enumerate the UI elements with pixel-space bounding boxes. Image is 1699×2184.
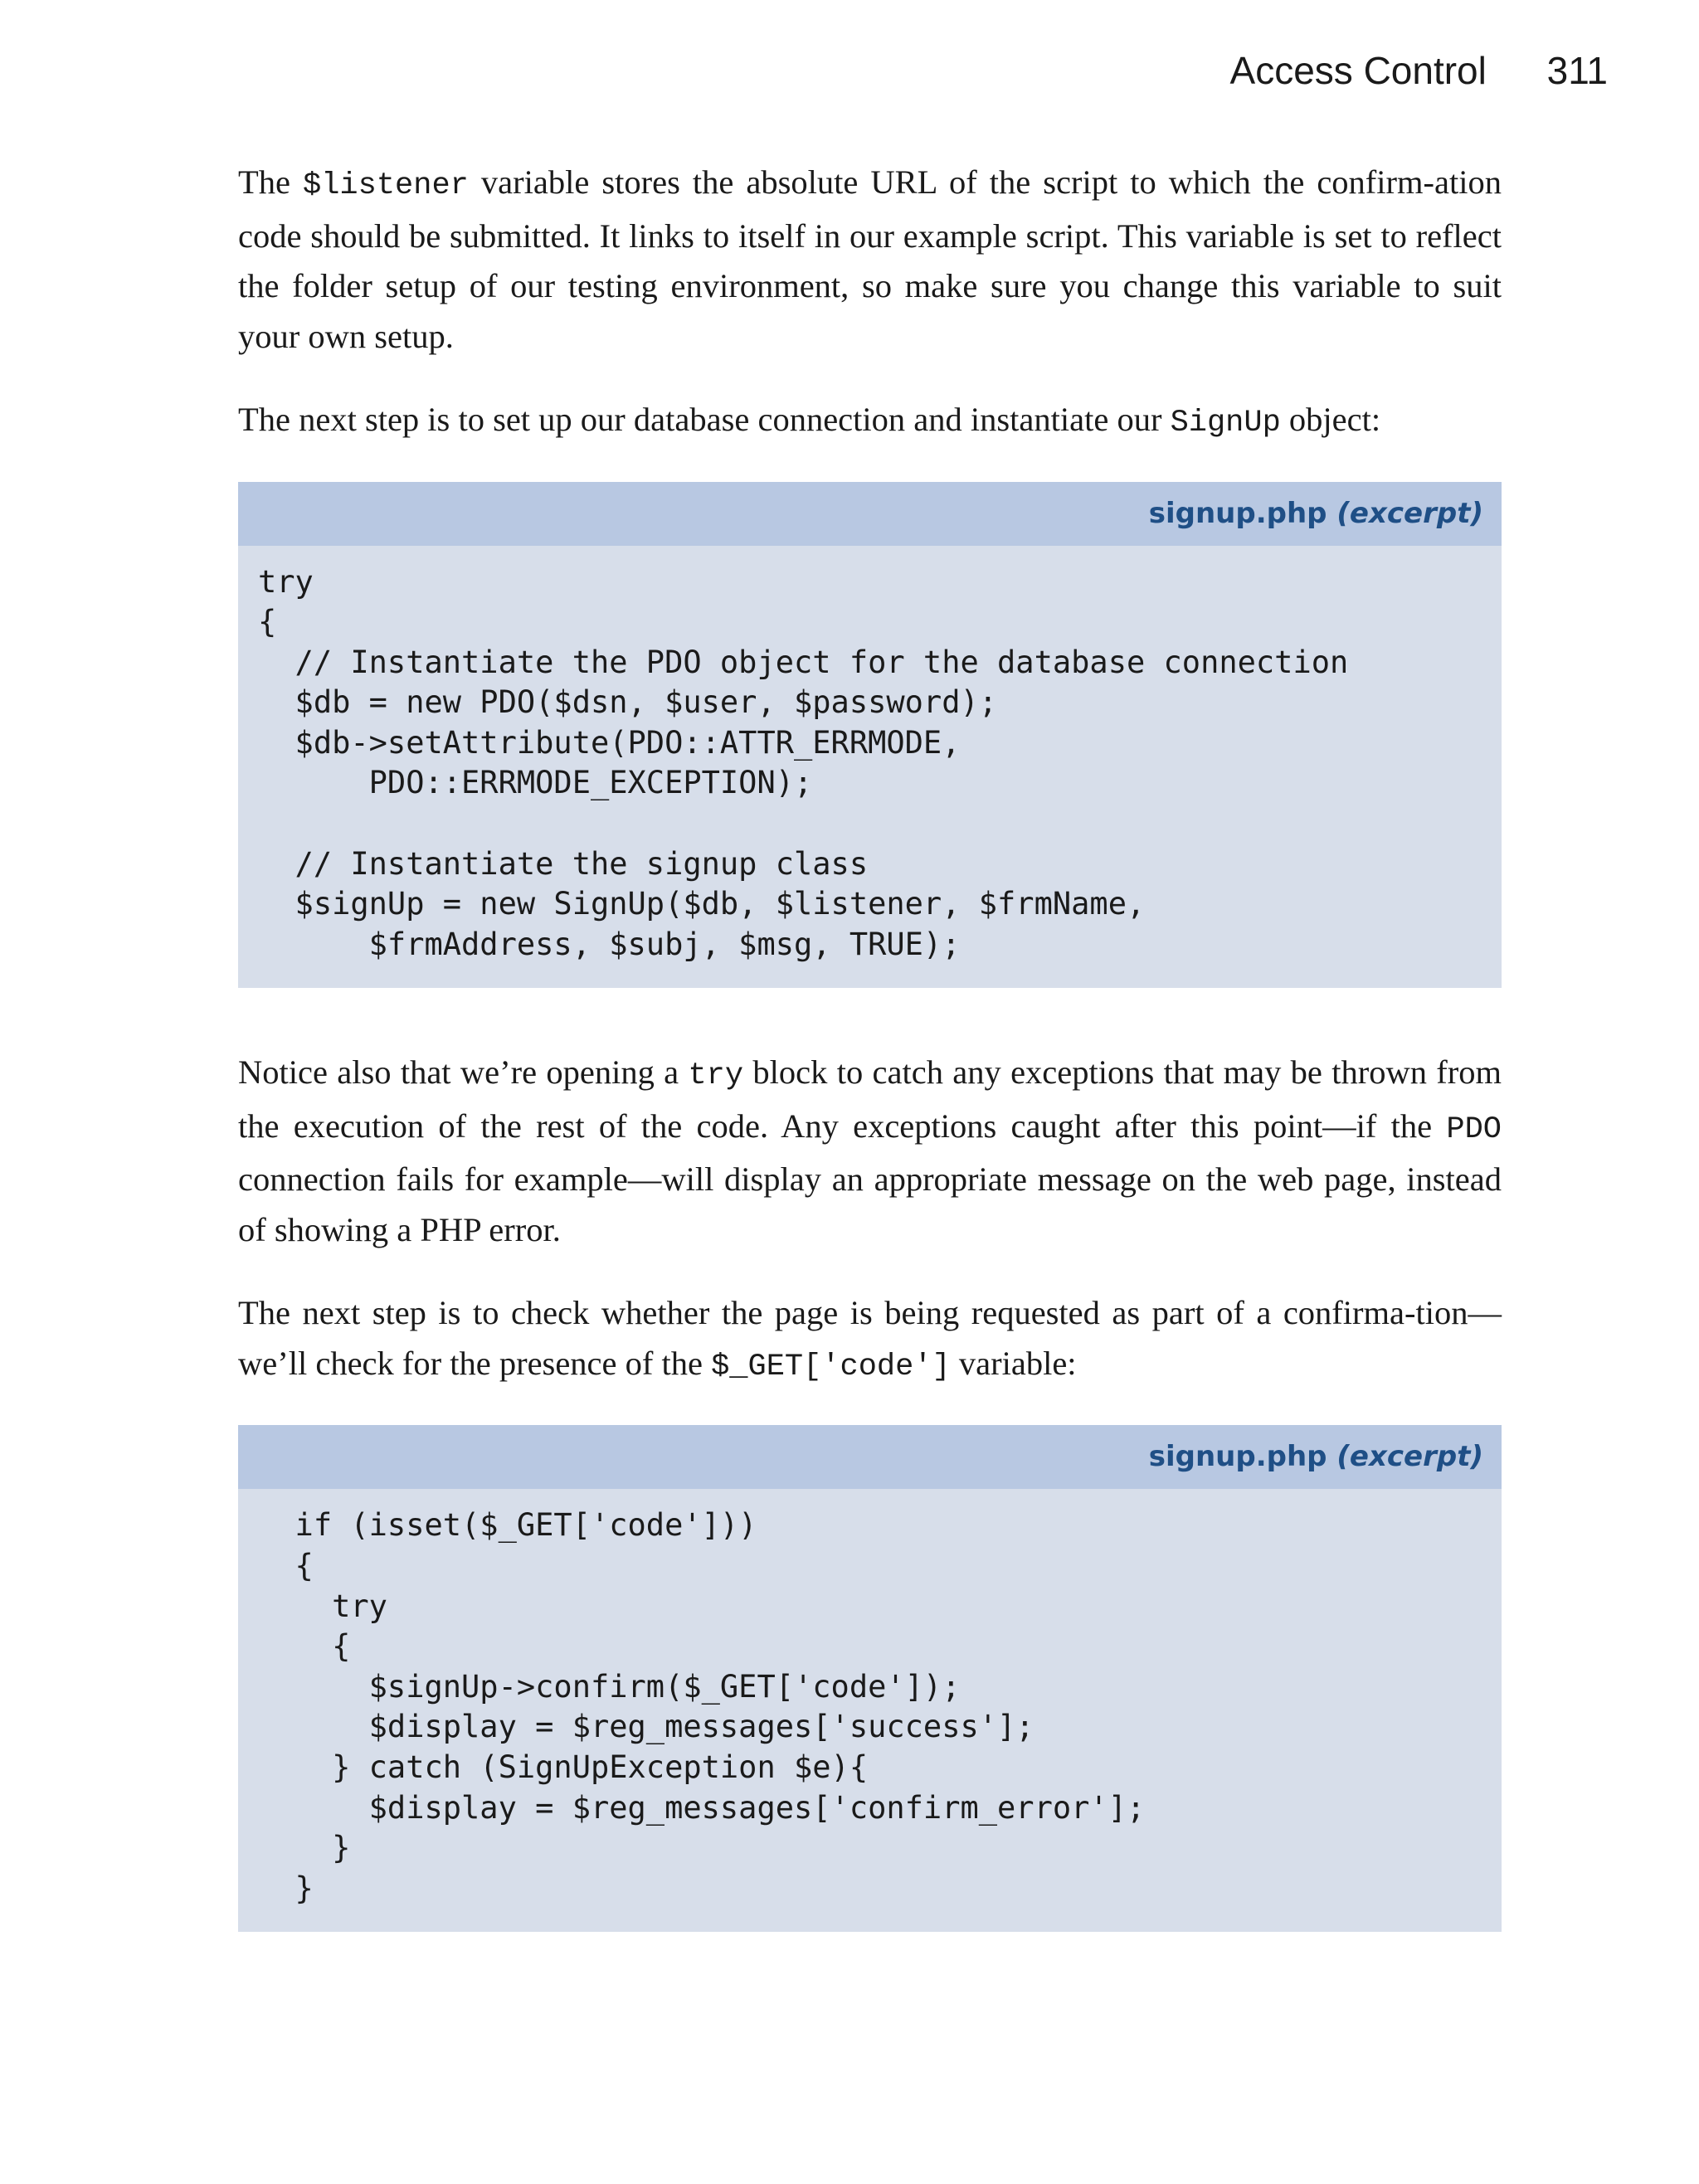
- paragraph-try-block: [238, 1048, 1502, 1255]
- paragraph-text: connection fails for example—will display an appropriate message on the web page, instead of showing a PHP error.: [238, 1160, 1502, 1248]
- inline-code: $_GET['code']: [711, 1349, 951, 1384]
- paragraph-text: The next step is to check whether the page is being requested as part of a confirma-tion—we’ll check for the presence of the: [238, 1294, 1502, 1382]
- code-filename: signup.php: [1148, 1440, 1327, 1474]
- paragraph-text: variable stores the absolute URL of the script to which the confirm-ation code should be submitted. It links to itself in our example script. This variable is set to reflect the folder setup of our testing environment, so make sure you change this variable to suit your own setup.: [238, 163, 1502, 355]
- paragraph-text: object:: [1280, 401, 1381, 438]
- inline-code: SignUp: [1170, 406, 1281, 440]
- paragraph-text: variable:: [950, 1344, 1077, 1382]
- code-listing-header: [238, 482, 1502, 546]
- paragraph-next-step-db: [238, 395, 1502, 449]
- inline-code: PDO: [1446, 1111, 1502, 1147]
- code-listing-body: try { // Instantiate the PDO object for the database connection $db = new PDO($dsn, $user, $password); $db->setAttribute(PDO::ATTR_ERRMODE, PDO::ERRMODE_EXCEPTION); // Instantiate the signup class $signUp = new SignUp($db, $listener, $frmName, $frmAddress, $subj, $msg, TRUE);: [258, 563, 1349, 962]
- paragraph-text: block to catch any exceptions that may be thrown from the execution of the rest of the code. Any exceptions caught after this point—if the: [238, 1053, 1502, 1145]
- paragraph-next-step-confirm: [238, 1288, 1502, 1392]
- code-listing-header: [238, 1425, 1502, 1489]
- inline-code: try: [688, 1058, 744, 1094]
- code-filename: signup.php: [1148, 496, 1327, 530]
- code-listing-1: [238, 482, 1502, 989]
- paragraph-text: Notice also that we’re opening a: [238, 1053, 689, 1092]
- inline-code: $listener: [303, 168, 469, 203]
- paragraph-listener: [238, 158, 1502, 362]
- running-head-section: Access Control: [1229, 49, 1487, 92]
- code-listing-body: if (isset($_GET['code'])) { try { $signUp->confirm($_GET['code']); $display = $reg_messages['success']; } catch (SignUpException $e){ $display = $reg_messages['confirm_error']; } }: [295, 1507, 1146, 1906]
- paragraph-text: The: [238, 163, 304, 201]
- page-number: 311: [1546, 49, 1608, 92]
- paragraph-text: The next step is to set up our database connection and instantiate our: [238, 401, 1171, 438]
- code-listing-2: [238, 1425, 1502, 1932]
- code-qualifier: (excerpt): [1336, 496, 1483, 530]
- code-qualifier: (excerpt): [1336, 1440, 1483, 1474]
- running-head: [1230, 48, 1608, 93]
- page-content: [238, 158, 1502, 1992]
